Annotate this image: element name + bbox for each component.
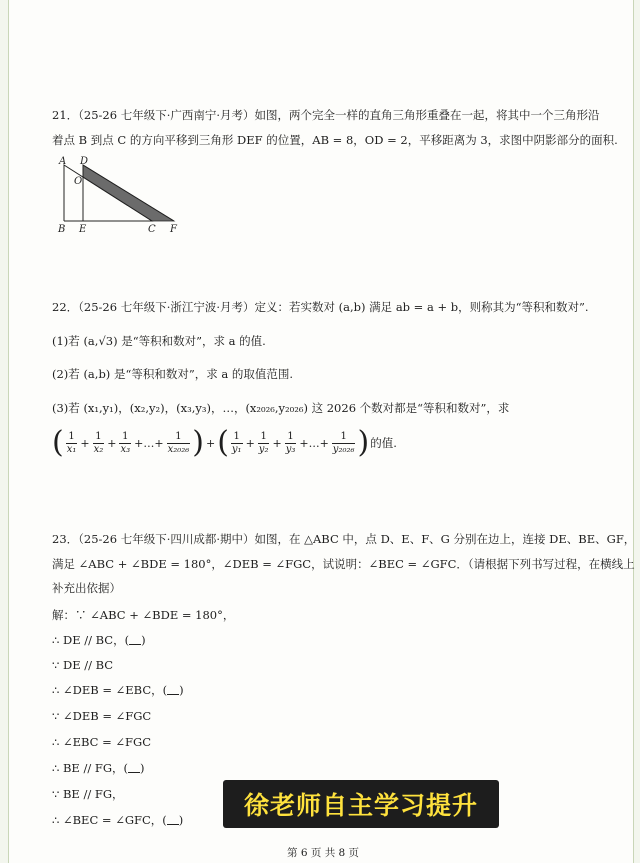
frac-x2: $\frac{1}{\text{x₂}}$ xyxy=(93,430,104,455)
q22-part1: (1)若 (a,√3) 是“等积和数对”，求 a 的值. xyxy=(52,334,266,348)
frac-y2026: $\frac{1}{\text{y₂₀₂₆}}$ xyxy=(332,430,355,455)
q23-step-6: ∴ ∠EBC = ∠FGC xyxy=(52,735,152,749)
label-a: A xyxy=(59,156,67,167)
frac-x3: $\frac{1}{\text{x₃}}$ xyxy=(120,430,131,455)
q22-part3: (3)若 (x₁,y₁)，(x₂,y₂)，(x₃,y₃)，…，(x₂₀₂₆,y₂₀₂₆) 这 2026 个数对都是“等积和数对”，求 xyxy=(52,401,510,415)
q22-sum-expression: ( $\frac{1}{\text{x₁}}$ + $\frac{1}{\text{x₂}}$ + $\frac{1}{\text{x₃}}$ +…+ $\frac{1}{\text{x₂₀₂₆}}$ ) + ( $\frac{1}{\text{y₁}}$ + $\frac{1}{\text{y₂}}$ + $\frac{1}{\text{y₃}}$ +…+ $\frac{1}{\text{y₂₀₂₆}}$ ) 的值. xyxy=(52,425,397,460)
label-c: C xyxy=(148,224,156,235)
answer-blank[interactable] xyxy=(128,762,140,773)
page-footer: 第 6 页 共 8 页 xyxy=(287,847,360,859)
q22-tail: 的值. xyxy=(370,436,397,450)
q21-text-line1: 21．（25-26 七年级下·广西南宁·月考）如图，两个完全一样的直角三角形重叠在一起，将其中一个三角形沿 xyxy=(52,108,600,122)
q23-step-5: ∵ ∠DEB = ∠FGC xyxy=(52,709,152,723)
watermark-text: 徐老师自主学习提升 xyxy=(243,791,478,820)
q23-step-1: 解：∵ ∠ABC + ∠BDE = 180°， xyxy=(52,608,235,622)
q22-part2: (2)若 (a,b) 是“等积和数对”，求 a 的取值范围. xyxy=(52,367,294,381)
label-f: F xyxy=(170,224,177,235)
q22-intro: 22．（25-26 七年级下·浙江宁波·月考）定义：若实数对 (a,b) 满足 ab = a + b，则称其为“等积和数对”. xyxy=(52,300,589,314)
q23-step-8: ∵ BE // FG， xyxy=(52,787,124,801)
q23-step-9: ∴ ∠BEC = ∠GFC，( ) xyxy=(52,813,184,827)
label-d: D xyxy=(80,156,89,167)
label-b: B xyxy=(58,224,66,235)
q21-text-line2: 着点 B 到点 C 的方向平移到三角形 DEF 的位置，AB = 8，OD = 2，平移距离为 3，求图中阴影部分的面积. xyxy=(52,133,618,147)
q23-step-7: ∴ BE // FG，( ) xyxy=(52,761,145,775)
triangle-def xyxy=(83,165,174,221)
q23-text-line3: 补充出依据） xyxy=(52,581,121,595)
frac-y2: $\frac{1}{\text{y₂}}$ xyxy=(258,430,269,455)
frac-y3: $\frac{1}{\text{y₃}}$ xyxy=(285,430,296,455)
q23-step-4: ∴ ∠DEB = ∠EBC，( ) xyxy=(52,683,184,697)
answer-blank[interactable] xyxy=(167,684,179,695)
q23-step-2: ∴ DE // BC，( ) xyxy=(52,633,146,647)
frac-x1: $\frac{1}{\text{x₁}}$ xyxy=(66,430,77,455)
q23-text-line1: 23．（25-26 七年级下·四川成都·期中）如图，在 △ABC 中，点 D、E、F、G 分别在边上，连接 DE、BE、GF， xyxy=(52,532,636,546)
q23-step-3: ∵ DE // BC xyxy=(52,658,114,672)
frac-x2026: $\frac{1}{\text{x₂₀₂₆}}$ xyxy=(167,430,190,455)
frac-y1: $\frac{1}{\text{y₁}}$ xyxy=(231,430,242,455)
q21-triangle-figure xyxy=(52,155,192,235)
answer-blank[interactable] xyxy=(167,814,179,825)
triangle-abc xyxy=(64,165,152,221)
answer-blank[interactable] xyxy=(129,634,141,645)
label-e: E xyxy=(79,224,87,235)
q23-text-line2: 满足 ∠ABC + ∠BDE = 180°，∠DEB = ∠FGC，试说明：∠BEC = ∠GFC．（请根据下列书写过程，在横线上 xyxy=(52,557,635,571)
watermark-banner xyxy=(223,780,499,828)
label-o: O xyxy=(74,176,83,187)
